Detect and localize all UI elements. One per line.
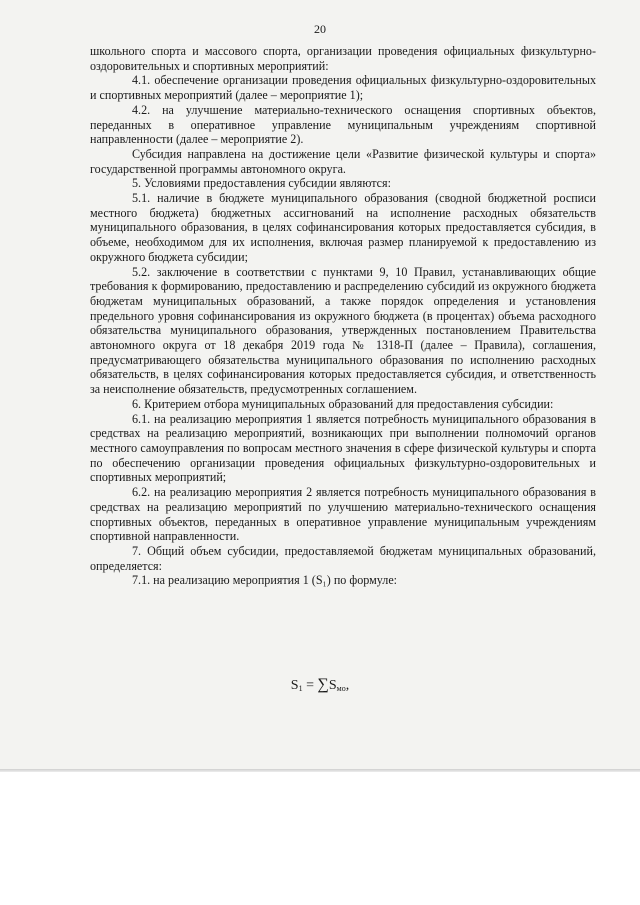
formula-rhs-subscript: мо	[336, 684, 346, 693]
formula-rhs: S	[328, 678, 337, 693]
paragraph-5: 5. Условиями предоставления субсидии являются:	[132, 176, 391, 191]
paragraph-5-1: 5.1. наличие в бюджете муниципального образования (сводной бюджетной росписи местного бюджета) бюджетных ассигнований на исполнение расходных обязательств муниципального образования, в целях софинансирования которых предоставляется субсидия, в объеме, необходимом для их исполнения, включая размер планируемой к предоставлению из окружного бюджета субсидии;	[90, 191, 596, 264]
paragraph-6: 6. Критерием отбора муниципальных образований для предоставления субсидии:	[132, 396, 554, 411]
formula-s1	[0, 676, 640, 694]
formula-lhs: S	[290, 678, 299, 693]
scan-bottom-edge	[0, 769, 640, 772]
paragraph-5-2: 5.2. заключение в соответствии с пунктами 9, 10 Правил, устанавливающих общие требования к формированию, предоставлению и распределению субсидий из окружного бюджета бюджетам муниципальных образований, а также порядок определения и установления предельного уровня софинансирования из окружного бюджета (в процентах) объема расходного обязательства муниципального образования, утвержденных постановлением Правительства автономного округа от 18 декабря 2019 года № 1318-П (далее – Правила), соглашения, предусматривающего обязательства муниципального образования по исполнению расходных обязательств, в целях софинансирования которых предоставляется субсидия, и ответственность за неисполнение обязательств, предусмотренных соглашением.	[90, 264, 596, 397]
paragraph-4-2: 4.2. на улучшение материально-технического оснащения спортивных объектов, переданных в оперативное управление муниципальным учреждениям спортивной направленности (далее – мероприятие 2).	[90, 102, 596, 147]
paragraph-7: 7. Общий объем субсидии, предоставляемой бюджетам муниципальных образований, определяется:	[90, 543, 596, 573]
paragraph-goal: Субсидия направлена на достижение цели «Развитие физической культуры и спорта» государственной программы автономного округа.	[90, 146, 596, 176]
paragraph-continuation: школьного спорта и массового спорта, организации проведения официальных физкультурно-оздоровительных и спортивных мероприятий:	[90, 44, 596, 73]
formula-equals: =	[306, 678, 314, 693]
document-body	[90, 44, 596, 588]
paragraph-6-2: 6.2. на реализацию мероприятия 2 является потребность муниципального образования в средствах на реализацию мероприятий по улучшению материально-технического оснащения спортивных объектов, переданных в оперативное управление муниципальным учреждениям спортивной направленности.	[90, 485, 596, 544]
paragraph-4-1: 4.1. обеспечение организации проведения официальных физкультурно-оздоровительных и спортивных мероприятий (далее – мероприятие 1);	[90, 73, 596, 103]
formula-trailing-comma: ,	[345, 678, 350, 693]
paragraph-7-1: 7.1. на реализацию мероприятия 1 (S₁) по формуле:	[132, 573, 398, 588]
page-number: 20	[314, 22, 326, 36]
paragraph-6-1: 6.1. на реализацию мероприятия 1 является потребность муниципального образования в средствах на реализацию мероприятий, возникающих при выполнении полномочий органов местного самоуправления по вопросам местного значения в сфере физической культуры и спорта по обеспечению организации проведения официальных физкультурно-оздоровительных и спортивных мероприятий;	[90, 411, 596, 485]
formula-sum-sign: ∑	[317, 676, 329, 693]
formula-lhs-subscript: 1	[298, 684, 303, 693]
